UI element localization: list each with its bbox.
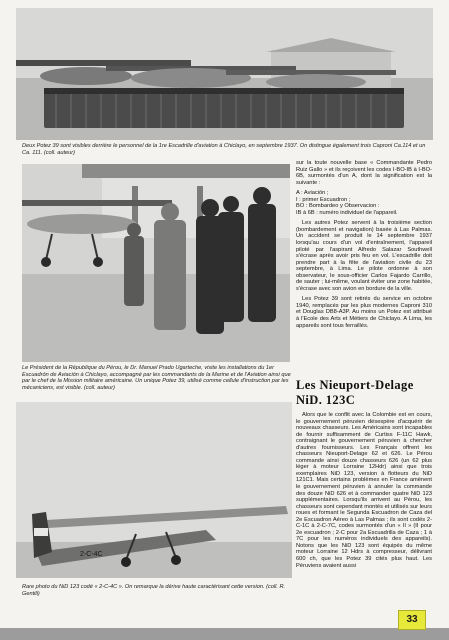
code-line: I : primer Escuadron ; bbox=[296, 196, 351, 203]
top-photo-caption: Deux Potez 39 sont visibles derrière le personnel de la 1re Escadrille d'aviation à Chiclayo, en septembre 1937. On distingue également trois Caproni Ca.114 et un Ca. 111. (coll. auteur) bbox=[22, 143, 426, 156]
footer-band bbox=[0, 628, 449, 640]
nid123-aircraft-photo bbox=[16, 402, 292, 578]
middle-photo-caption: Le Président de la République du Pérou, le Dr. Manuel Prado Ugarteche, visite les installations du 1er Escuadrón de Aviación à Chiclayo, accompagné par les commandants de la Marine et de l'Aviation ainsi que par le chef de la Mission militaire américaine. Un unique Potez 39, utilisé comme cellule d'instruction par les mécaniciens, est visible. (coll. auteur) bbox=[22, 365, 291, 391]
aircraft-marking: 2-C-4C bbox=[80, 551, 103, 558]
paragraph: sur la toute nouvelle base « Commandante Pedro Ruiz Gallo » et ils reçoivent les codes I-BO-IB à I-BO-6B, surmontés d'un A, dont la signification est la suivante : bbox=[296, 160, 432, 186]
code-line: A : Aviación ; bbox=[296, 190, 329, 197]
section-heading bbox=[296, 378, 436, 408]
article-column-upper bbox=[296, 160, 432, 333]
code-line: IB à 6B : numéro individuel de l'appareil. bbox=[296, 209, 398, 216]
bottom-photo bbox=[16, 402, 292, 578]
article-column-lower bbox=[296, 412, 432, 573]
code-line: BO : Bombardeo y Observacion : bbox=[296, 203, 380, 210]
page-number: 33 bbox=[398, 610, 426, 630]
code-legend bbox=[296, 190, 432, 216]
potez-squadron-photo bbox=[16, 8, 433, 140]
section-heading-line: NiD. 123C bbox=[296, 393, 356, 407]
paragraph: Les Potez 39 sont retirés du service en octobre 1940, remplacés par les plus modernes Caproni 310 et Douglas DB8-A3P. Au moins un Potez est attribué à l'Ecole des Arts et Métiers de Chiclayo. A Lima, les appareils sont tous ferraillés. bbox=[296, 296, 432, 329]
middle-photo bbox=[22, 164, 290, 362]
paragraph: Alors que le conflit avec la Colombie est en cours, le gouvernement péruvien désespère d'acquérir de nouveaux chasseurs. Les Américains sont incapables de fournir suffisamment de Curtiss F-11C Hawk, contraignant le gouvernement péruvien à chercher d'autres fournisseurs. Les Français offrent les chasseurs Nieuport-Delage 62 et 626. Le Pérou commande ainsi douze chasseurs 626 (un 62 plus léger à moteur Lorraine 12Hdr) ainsi que trois exemplaires NiD 123, version à flotteurs du NiD 121C1. Mais certains problèmes en France amènent le gouvernement péruvien à annuler la commande des douze NiD 626 et à commander quatre NiD 123 supplémentaires. Lorsqu'ils arrivent au Pérou, les chasseurs sont cependant montés et utilisés sur leurs roues et formant le Segunda Escuadron de Caza del 2e Escuadron Aéreo à Las Palmas ; ils sont codés 2-C-1C à 2-C-7C, codes surmontés d'un « II » (II pour 2e escuadron ; 2-C pour 2a Escuadrilla de Caza ; 1 à 7C pour les numéros individuels des appareils). Notons que les NiD 123 sont équipés du même moteur Lorraine 12 Hdrs à compresseur, délivrant 600 ch, que les Potez 39 cités plus haut. Les Péruviens avaient aussi bbox=[296, 412, 432, 569]
bottom-photo-caption: Rare photo du NiD 123 codé « 2-C-4C ». On remarque la dérive haute caractérisant cette version. (coll. R. Gentili) bbox=[22, 584, 286, 597]
top-photo bbox=[16, 8, 433, 140]
section-heading-line: Les Nieuport-Delage bbox=[296, 378, 414, 392]
presidential-visit-photo bbox=[22, 164, 290, 362]
paragraph: Les autres Potez servent à la troisième section (bombardement et navigation) basée à Las Palmas. Un accident se produit le 14 septembre 1937 lorsqu'au cours d'un vol d'entraînement, l'appareil piloté par l'aspirant Alfredo Salazar Southwell s'écrase après avoir pris feu en vol. L'escadrille doit prendre part à la fête de l'aviation civile du 23 septembre, à Lima. Le pilote ordonne à son observateur, le sous-officier Carlos Fajardo Carrillo, de sauter ; lui-même, voulant éviter une zone habitée, s'écrase avec son avion en bordure de la ville. bbox=[296, 220, 432, 292]
